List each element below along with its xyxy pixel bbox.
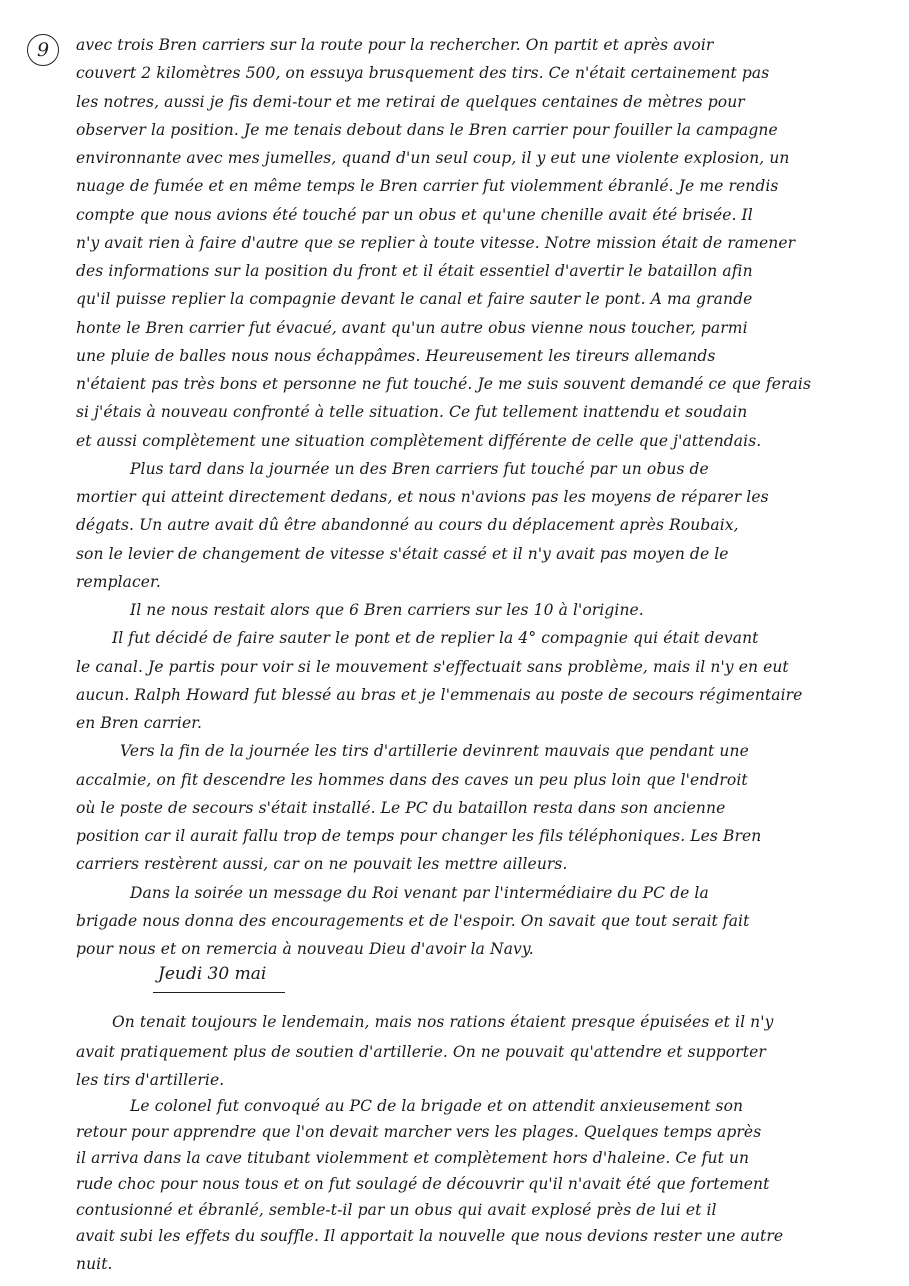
text-line: si j'étais à nouveau confronté à telle situation. Ce fut tellement inattendu et soudain <box>76 403 748 422</box>
text-line: n'y avait rien à faire d'autre que se replier à toute vitesse. Notre mission était de ramener <box>76 233 796 252</box>
text-line: les tirs d'artillerie. <box>76 1071 225 1089</box>
text-line: remplacer. <box>76 572 161 591</box>
text-line: une pluie de balles nous nous échappâmes. Heureusement les tireurs allemands <box>76 346 716 365</box>
text-line: le canal. Je partis pour voir si le mouvement s'effectuait sans problème, mais il n'y en eut <box>76 657 789 676</box>
text-line: observer la position. Je me tenais debout dans le Bren carrier pour fouiller la campagne <box>76 120 778 139</box>
text-line: contusionné et ébranlé, semble-t-il par un obus qui avait explosé près de lui et il <box>76 1201 717 1219</box>
text-line: avait pratiquement plus de soutien d'artillerie. On ne pouvait qu'attendre et supporter <box>76 1043 766 1061</box>
text-line: mortier qui atteint directement dedans, et nous n'avions pas les moyens de réparer les <box>76 488 769 506</box>
text-line: Il fut décidé de faire sauter le pont et de replier la 4° compagnie qui était devant <box>112 629 759 648</box>
text-line: en Bren carrier. <box>76 714 203 732</box>
text-line: carriers restèrent aussi, car on ne pouvait les mettre ailleurs. <box>76 855 568 874</box>
text-line: avait subi les effets du souffle. Il apportait la nouvelle que nous devions rester une autre <box>76 1227 784 1245</box>
text-line: Dans la soirée un message du Roi venant par l'intermédiaire du PC de la <box>130 883 709 902</box>
text-line: environnante avec mes jumelles, quand d'un seul coup, il y eut une violente explosion, un <box>76 149 790 167</box>
text-line: qu'il puisse replier la compagnie devant le canal et faire sauter le pont. A ma grande <box>76 290 753 309</box>
text-line: dégats. Un autre avait dû être abandonné au cours du déplacement après Roubaix, <box>76 516 739 535</box>
text-line: Le colonel fut convoqué au PC de la brigade et on attendit anxieusement son <box>130 1097 744 1115</box>
text-line: Vers la fin de la journée les tirs d'artillerie devinrent mauvais que pendant une <box>120 742 749 761</box>
text-line: Plus tard dans la journée un des Bren carriers fut touché par un obus de <box>130 459 709 478</box>
text-line: brigade nous donna des encouragements et de l'espoir. On savait que tout serait fait <box>76 911 750 930</box>
text-line: On tenait toujours le lendemain, mais nos rations étaient presque épuisées et il n'y <box>112 1013 774 1031</box>
text-line: rude choc pour nous tous et on fut soulagé de découvrir qu'il n'avait été que fortement <box>76 1175 770 1193</box>
text-line: nuage de fumée et en même temps le Bren carrier fut violemment ébranlé. Je me rendis <box>76 177 779 196</box>
text-line: et aussi complètement une situation complètement différente de celle que j'attendais. <box>76 431 762 450</box>
text-line: position car il aurait fallu trop de temps pour changer les fils téléphoniques. Les Bren <box>76 827 762 845</box>
text-line: les notres, aussi je fis demi-tour et me retirai de quelques centaines de mètres pour <box>76 92 745 111</box>
date-heading: Jeudi 30 mai <box>158 964 267 984</box>
text-line: avec trois Bren carriers sur la route pour la rechercher. On partit et après avoir <box>76 36 714 54</box>
text-line: aucun. Ralph Howard fut blessé au bras et je l'emmenais au poste de secours régimentaire <box>76 685 803 704</box>
text-line: son le levier de changement de vitesse s'était cassé et il n'y avait pas moyen de le <box>76 544 729 563</box>
text-line: couvert 2 kilomètres 500, on essuya brusquement des tirs. Ce n'était certainement pas <box>76 64 770 83</box>
page-number: 9 <box>27 34 59 66</box>
text-line: des informations sur la position du front et il était essentiel d'avertir le bataillon afin <box>76 262 753 280</box>
text-line: nuit. <box>76 1255 113 1273</box>
text-line: retour pour apprendre que l'on devait marcher vers les plages. Quelques temps après <box>76 1123 762 1141</box>
text-line: honte le Bren carrier fut évacué, avant qu'un autre obus vienne nous toucher, parmi <box>76 318 748 337</box>
text-line: n'étaient pas très bons et personne ne fut touché. Je me suis souvent demandé ce que ferais <box>76 375 812 393</box>
text-line: Il ne nous restait alors que 6 Bren carriers sur les 10 à l'origine. <box>130 601 644 619</box>
text-line: accalmie, on fit descendre les hommes dans des caves un peu plus loin que l'endroit <box>76 770 748 789</box>
text-line: où le poste de secours s'était installé. Le PC du bataillon resta dans son ancienne <box>76 798 726 817</box>
text-line: compte que nous avions été touché par un obus et qu'une chenille avait été brisée. Il <box>76 205 753 224</box>
text-line: pour nous et on remercia à nouveau Dieu d'avoir la Navy. <box>76 940 534 958</box>
text-line: il arriva dans la cave titubant violemment et complètement hors d'haleine. Ce fut un <box>76 1149 750 1167</box>
